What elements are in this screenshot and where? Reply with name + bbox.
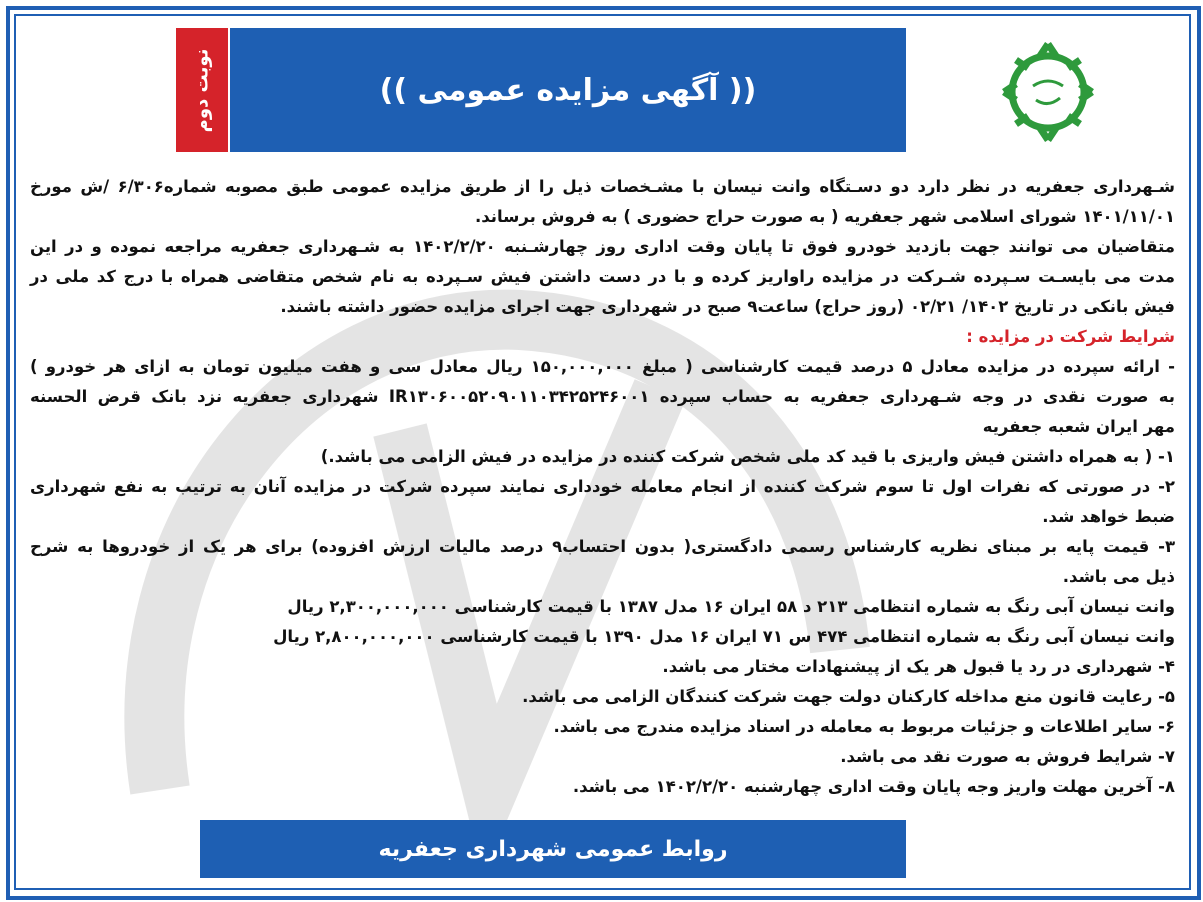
condition-line: ۲- در صورتی که نفرات اول تا سوم شرکت کننده از انجام معامله خودداری نمایند سپرده شرکت در مزایده آنان به ترتیب به نفع شهرداری <box>30 477 1175 496</box>
condition-line: ۶- سایر اطلاعات و جزئیات مربوط به معامله در اسناد مزایده مندرج می باشد. <box>553 717 1175 736</box>
intro-line: شـهرداری جعفریه در نظر دارد دو دسـتگاه وانت نیسان با مشـخصات ذیل را از طریق مزایده عمومی طبق مصوبه شماره۶/۳۰۶ /ش مورخ <box>30 177 1176 196</box>
condition-line: ۵- رعایت قانون منع مداخله کارکنان دولت جهت شرکت کنندگان الزامی می باشد. <box>522 687 1175 706</box>
condition-line: ۳- قیمت پایه بر مبنای نظریه کارشناس رسمی دادگستری( بدون احتساب۹ درصد مالیات ارزش افزوده) برای هر یک از خودروها به شرح <box>30 537 1176 556</box>
condition-line: ۷- شرایط فروش به صورت نقد می باشد. <box>840 747 1175 766</box>
page-title-banner <box>230 28 906 152</box>
announcement-body <box>30 172 1175 802</box>
round-badge-text: نوبت دوم <box>191 48 213 132</box>
page-title: (( آگهی مزایده عمومی )) <box>379 72 757 108</box>
condition-line: ۴- شهرداری در رد یا قبول هر یک از پیشنهادات مختار می باشد. <box>662 657 1175 676</box>
intro-line: مدت می بایسـت سـپرده شـرکت در مزایده راواریز کرده و با در دست داشتن فیش سـپرده به نام شخص متقاضی همراه با درج کد ملی در <box>30 267 1175 286</box>
condition-line: ۸- آخرین مهلت واریز وجه پایان وقت اداری چهارشنبه ۱۴۰۲/۲/۲۰ می باشد. <box>572 777 1175 796</box>
condition-line: ضبط خواهد شد. <box>1042 507 1175 526</box>
vehicle-line: وانت نیسان آبی رنگ به شماره انتظامی ۲۱۳ د ۵۸ ایران ۱۶ مدل ۱۳۸۷ با قیمت کارشناسی ۲,۳۰۰,۰۰۰,۰۰۰ ریال <box>287 597 1175 616</box>
condition-line: ذیل می باشد. <box>1062 567 1175 586</box>
condition-line: مهر ایران شعبه جعفریه <box>982 417 1175 436</box>
condition-line: - ارائه سپرده در مزایده معادل ۵ درصد قیمت کارشناسی ( مبلغ ۱۵۰,۰۰۰,۰۰۰ ریال معادل سی و هفت میلیون تومان به ازای هر خودرو ) <box>30 357 1175 376</box>
municipality-logo <box>998 38 1098 146</box>
footer-text: روابط عمومی شهرداری جعفریه <box>378 836 728 862</box>
intro-line: ۱۴۰۱/۱۱/۰۱ شورای اسلامی شهر جعفریه ( به صورت حراج حضوری ) به فروش برساند. <box>474 207 1175 226</box>
conditions-heading: شرایط شرکت در مزایده : <box>966 327 1175 346</box>
condition-line: ۱- ( به همراه داشتن فیش واریزی با قید کد ملی شخص شرکت کننده در مزایده در فیش الزامی می باشد.) <box>320 447 1175 466</box>
vehicle-line: وانت نیسان آبی رنگ به شماره انتظامی ۴۷۴ س ۷۱ ایران ۱۶ مدل ۱۳۹۰ با قیمت کارشناسی ۲,۸۰۰,۰۰۰,۰۰۰ ریال <box>273 627 1175 646</box>
condition-line: به صورت نقدی در وجه شـهرداری جعفریه به حساب سپرده IR۱۳۰۶۰۰۵۲۰۹۰۱۱۰۳۴۲۵۲۴۶۰۰۱ شهرداری جعفریه نزد بانک قرض الحسنه <box>30 387 1175 406</box>
footer-banner <box>200 820 906 878</box>
round-badge <box>176 28 228 152</box>
intro-line: متقاضیان می توانند جهت بازدید خودرو فوق تا پایان وقت اداری روز چهارشـنبه ۱۴۰۲/۲/۲۰ به شـهرداری جعفریه مراجعه نموده و در این <box>30 237 1175 256</box>
intro-line: فیش بانکی در تاریخ ۱۴۰۲/ ۰۲/۲۱ (روز حراج) ساعت۹ صبح در شهرداری جهت اجرای مزایده حضور داشته باشند. <box>280 297 1175 316</box>
